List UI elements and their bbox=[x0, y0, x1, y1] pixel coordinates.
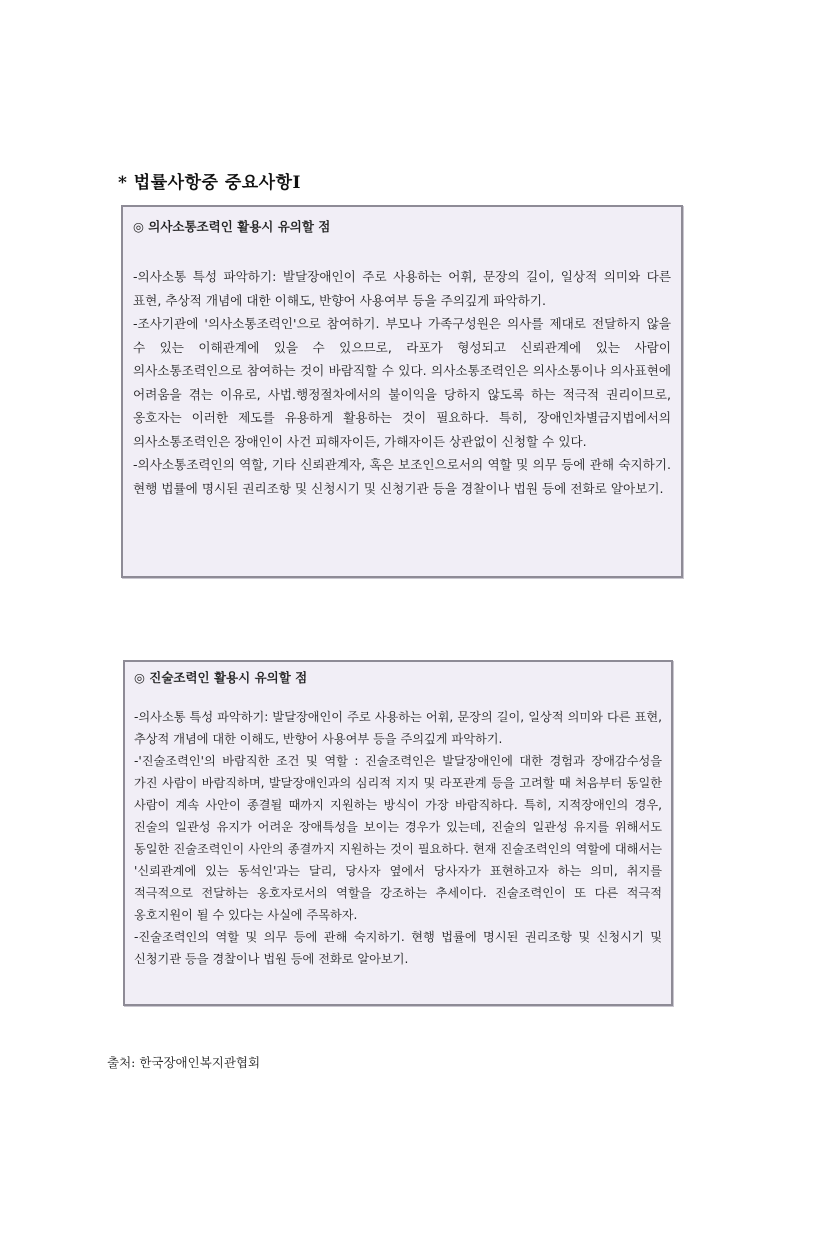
source-citation: 출처: 한국장애인복지관협회 bbox=[107, 1055, 261, 1070]
communication-assistant-notes-box bbox=[121, 205, 683, 578]
box-paragraph: -진술조력인의 역할 및 의무 등에 관해 숙지하기. 현행 법률에 명시된 권리조항 및 신청시기 및 신청기관 등을 경찰이나 법원 등에 전화로 알아보기. bbox=[134, 930, 662, 966]
box-paragraph: -의사소통조력인의 역할, 기타 신뢰관계자, 혹은 보조인으로서의 역할 및 의무 등에 관해 숙지하기. 현행 법률에 명시된 권리조항 및 신청시기 및 신청기관 등을 경찰이나 법원 등에 전화로 알아보기. bbox=[133, 457, 671, 496]
box-paragraph: -의사소통 특성 파악하기: 발달장애인이 주로 사용하는 어휘, 문장의 길이, 일상적 의미와 다른 표현, 추상적 개념에 대한 이해도, 반향어 사용여부 등을 주의깊게 파악하기. bbox=[133, 269, 671, 308]
box-title: ◎ 진술조력인 활용시 유의할 점 bbox=[134, 670, 308, 685]
box-paragraph: -조사기관에 '의사소통조력인'으로 참여하기. 부모나 가족구성원은 의사를 제대로 전달하지 않을 수 있는 이해관계에 있을 수 있으므로, 라포가 형성되고 신뢰관계에 있는 사람이 의사소통조력인으로 참여하는 것이 바람직할 수 있다. 의사소통조력인은 의사소통이나 의사표현에 어려움을 겪는 이유로, 사법.행정절차에서의 불이익을 당하지 않도록 하는 적극적 권리이므로, 옹호자는 이러한 제도를 유용하게 활용하는 것이 필요하다. 특히, 장애인차별금지법에서의 의사소통조력인은 장애인이 사건 피해자이든, 가해자이든 상관없이 신청할 수 있다. bbox=[133, 316, 671, 449]
box-paragraph: -의사소통 특성 파악하기: 발달장애인이 주로 사용하는 어휘, 문장의 길이, 일상적 의미와 다른 표현, 추상적 개념에 대한 이해도, 반향어 사용여부 등을 주의깊게 파악하기. bbox=[134, 710, 662, 746]
section-heading: * 법률사항중 중요사항Ⅰ bbox=[118, 173, 301, 193]
box-paragraph: -'진술조력인'의 바람직한 조건 및 역할 : 진술조력인은 발달장애인에 대한 경험과 장애감수성을 가진 사람이 바람직하며, 발달장애인과의 심리적 지지 및 라포관계 등을 고려할 때 처음부터 동일한 사람이 계속 사안이 종결될 때까지 지원하는 방식이 가장 바람직하다. 특히, 지적장애인의 경우, 진술의 일관성 유지가 어려운 장애특성을 보이는 경우가 있는데, 진술의 일관성 유지를 위해서도 동일한 진술조력인이 사안의 종결까지 지원하는 것이 필요하다. 현재 진술조력인의 역할에 대해서는 '신뢰관계에 있는 동석인'과는 달리, 당사자 옆에서 당사자가 표현하고자 하는 의미, 취지를 적극적으로 전달하는 옹호자로서의 역할을 강조하는 추세이다. 진술조력인이 또 다른 적극적 옹호지원이 될 수 있다는 사실에 주목하자. bbox=[134, 754, 662, 922]
statement-assistant-notes-box bbox=[123, 660, 673, 1006]
box-title: ◎ 의사소통조력인 활용시 유의할 점 bbox=[133, 219, 331, 234]
